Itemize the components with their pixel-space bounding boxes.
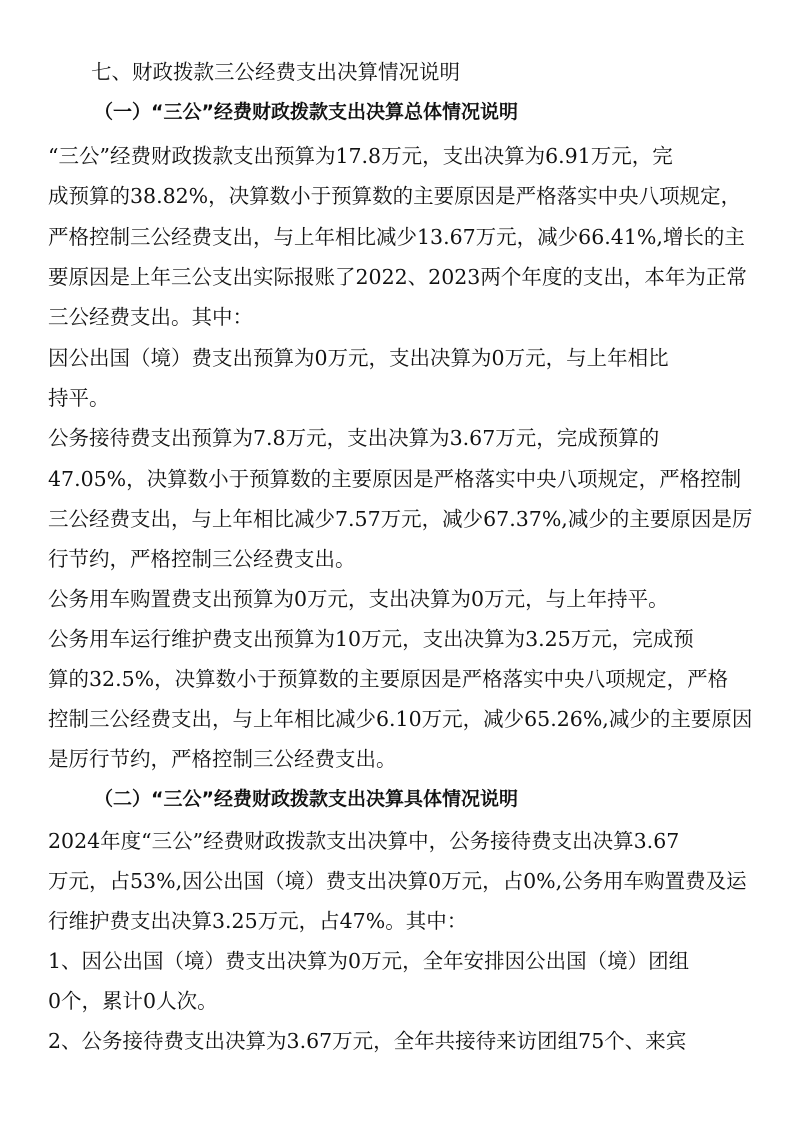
section-title: 七、财政拨款三公经费支出决算情况说明	[91, 60, 460, 84]
paragraph-1-line: 严格控制三公经费支出，与上年相比减少13.67万元，减少66.41%,增长的主	[48, 225, 745, 249]
subsection-2-title: （二）“三公”经费财政拨款支出决算具体情况说明	[94, 788, 518, 810]
paragraph-3-line: 行节约，严格控制三公经费支出。	[48, 547, 356, 571]
paragraph-3-line: 公务接待费支出预算为7.8万元，支出决算为3.67万元，完成预算的	[48, 426, 660, 450]
paragraph-2-line: 因公出国（境）费支出预算为0万元，支出决算为0万元，与上年相比	[48, 346, 669, 370]
paragraph-3-line: 三公经费支出，与上年相比减少7.57万元，减少67.37%,减少的主要原因是厉	[48, 507, 753, 531]
paragraph-6-line: 2024年度“三公”经费财政拨款支出决算中，公务接待费支出决算3.67	[48, 829, 680, 853]
paragraph-6-line: 万元，占53%,因公出国（境）费支出决算0万元，占0%,公务用车购置费及运	[48, 869, 747, 893]
paragraph-1-line: “三公”经费财政拨款支出预算为17.8万元，支出决算为6.91万元，完	[48, 144, 673, 168]
paragraph-1-line: 成预算的38.82%，决算数小于预算数的主要原因是严格落实中央八项规定，	[48, 184, 742, 208]
paragraph-5-line: 控制三公经费支出，与上年相比减少6.10万元，减少65.26%,减少的主要原因	[48, 707, 753, 731]
paragraph-5-line: 是厉行节约，严格控制三公经费支出。	[48, 747, 397, 771]
subsection-1-title: （一）“三公”经费财政拨款支出决算总体情况说明	[94, 101, 518, 123]
paragraph-7-line: 1、因公出国（境）费支出决算为0万元，全年安排因公出国（境）团组	[48, 949, 690, 973]
paragraph-6-line: 行维护费支出决算3.25万元，占47%。其中：	[48, 909, 468, 933]
paragraph-5-line: 公务用车运行维护费支出预算为10万元，支出决算为3.25万元，完成预	[48, 627, 694, 651]
paragraph-4-line: 公务用车购置费支出预算为0万元，支出决算为0万元，与上年持平。	[48, 587, 669, 611]
paragraph-1-line: 要原因是上年三公支出实际报账了2022、2023两个年度的支出，本年为正常	[48, 265, 747, 289]
paragraph-2-line: 持平。	[48, 386, 110, 410]
paragraph-5-line: 算的32.5%，决算数小于预算数的主要原因是严格落实中央八项规定，严格	[48, 667, 729, 691]
paragraph-8-line: 2、公务接待费支出决算为3.67万元，全年共接待来访团组75个、来宾	[48, 1029, 687, 1053]
paragraph-7-line: 0个，累计0人次。	[48, 989, 218, 1013]
paragraph-3-line: 47.05%，决算数小于预算数的主要原因是严格落实中央八项规定，严格控制	[48, 467, 742, 491]
paragraph-1-line: 三公经费支出。其中：	[48, 305, 253, 329]
